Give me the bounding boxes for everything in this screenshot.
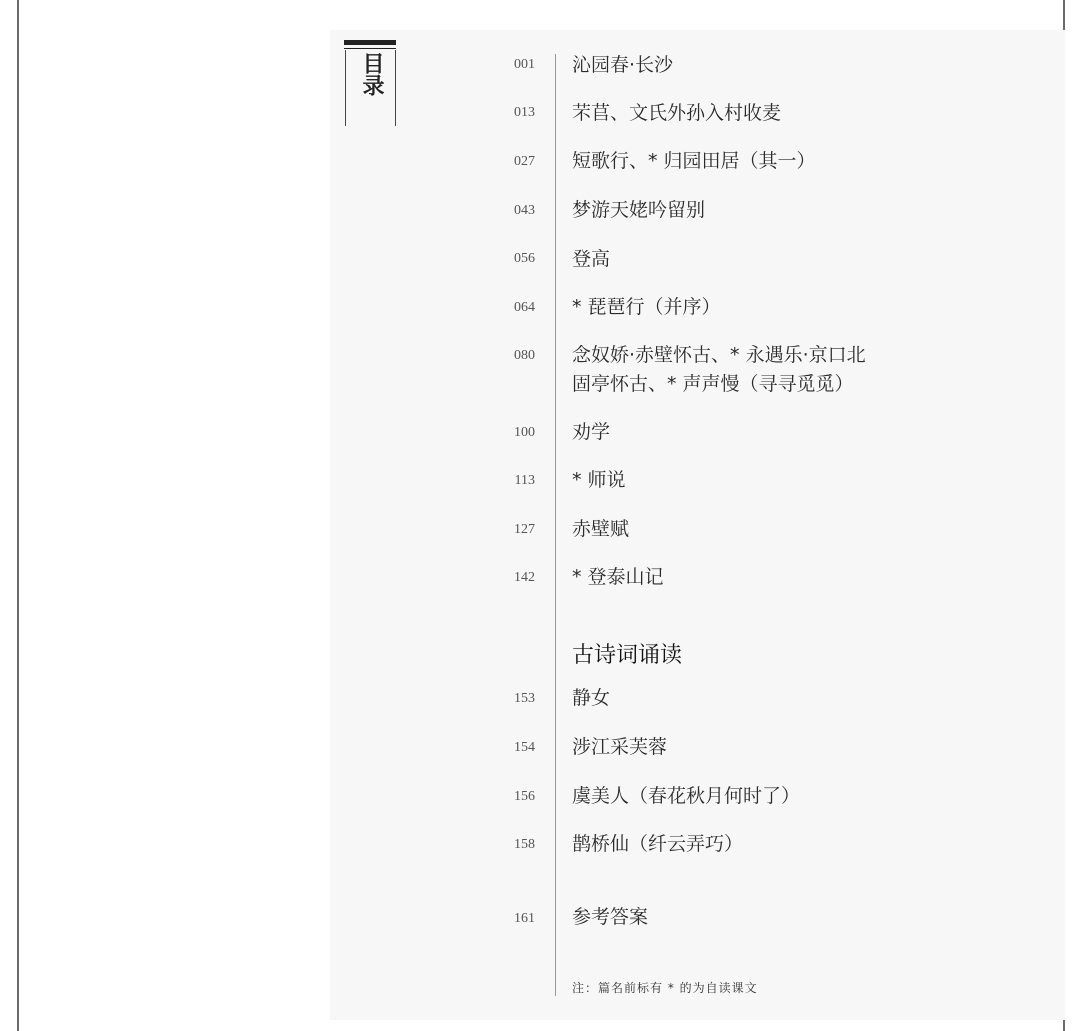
entry-title[interactable]: 登高 (572, 248, 611, 270)
entry-page-number: 080 (514, 348, 535, 363)
entry-page-number: 043 (514, 203, 535, 218)
answers-page-number: 161 (514, 911, 535, 926)
entry-page-number: 156 (514, 789, 535, 804)
entry-title[interactable]: 涉江采芙蓉 (572, 736, 668, 758)
entry-page-number: 027 (514, 154, 535, 169)
entry-page-number: 100 (514, 425, 535, 440)
toc-title-block (344, 40, 396, 126)
entry-title-line-1[interactable]: 念奴娇·赤壁怀古、* 永遇乐·京口北 (572, 344, 866, 366)
entry-title[interactable]: * 师说 (572, 469, 626, 491)
entry-page-number: 153 (514, 691, 535, 706)
entry-title[interactable]: 静女 (572, 687, 611, 709)
entry-title[interactable]: * 琵琶行（并序） (572, 296, 721, 318)
toc-spine-line (555, 54, 556, 996)
entry-title[interactable]: 赤壁赋 (572, 518, 630, 540)
entry-page-number: 064 (514, 300, 535, 315)
entry-page-number: 158 (514, 837, 535, 852)
entry-page-number: 127 (514, 522, 535, 537)
entry-page-number: 056 (514, 251, 535, 266)
title-thin-rule (344, 48, 396, 49)
entry-title[interactable]: * 登泰山记 (572, 566, 664, 588)
entry-page-number: 001 (514, 57, 535, 72)
entry-title[interactable]: 梦游天姥吟留别 (572, 199, 706, 221)
entry-title-line-2[interactable]: 固亭怀古、* 声声慢（寻寻觅觅） (572, 373, 854, 395)
entry-page-number: 113 (514, 473, 535, 488)
entry-title[interactable]: 短歌行、* 归园田居（其一） (572, 150, 816, 172)
entry-page-number: 154 (514, 740, 535, 755)
title-top-bar (344, 40, 396, 45)
entry-title[interactable]: 沁园春·长沙 (572, 54, 674, 76)
entry-page-number: 142 (514, 570, 535, 585)
entry-title[interactable]: 芣苢、文氏外孙入村收麦 (572, 102, 782, 124)
entry-page-number: 013 (514, 105, 535, 120)
title-right-rule (395, 50, 396, 126)
title-left-rule (345, 50, 346, 126)
toc-title: 目录 (359, 52, 384, 96)
section-heading: 古诗词诵读 (572, 643, 683, 668)
page-border-left (17, 0, 19, 1031)
entry-title[interactable]: 虞美人（春花秋月何时了） (572, 785, 801, 807)
entry-title[interactable]: 劝学 (572, 421, 611, 443)
footnote: 注：篇名前标有 * 的为自读课文 (572, 981, 758, 995)
answers-title[interactable]: 参考答案 (572, 906, 649, 928)
entry-title[interactable]: 鹊桥仙（纤云弄巧） (572, 833, 744, 855)
